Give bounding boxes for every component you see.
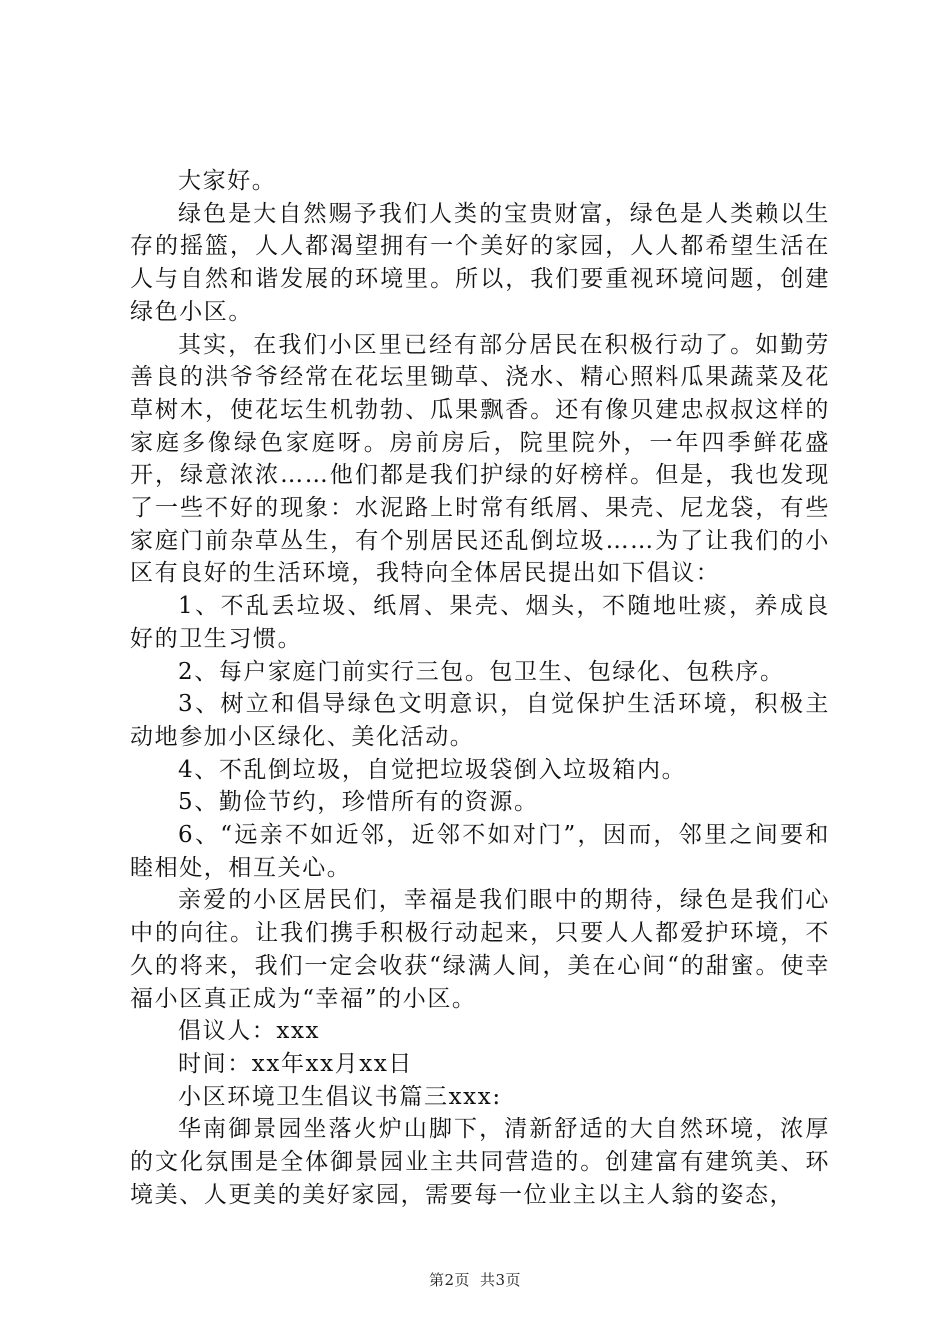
proposal-item-4: 4、不乱倒垃圾，自觉把垃圾袋倒入垃圾箱内。: [178, 756, 687, 783]
proposal-item-6: 6、“远亲不如近邻，近邻不如对门”，因而，邻里之间要和睦相处，相互关心。: [130, 822, 830, 881]
page-total: 共3页: [480, 1271, 522, 1289]
signatory-line: 倡议人：xxx: [178, 1018, 321, 1045]
document-body: [130, 165, 830, 1212]
proposal-item-5: 5、勤俭节约，珍惜所有的资源。: [178, 789, 539, 816]
section-body-paragraph: 华南御景园坐落火炉山脚下，清新舒适的大自然环境，浓厚的文化氛围是全体御景园业主共同营造的。创建富有建筑美、环境美、人更美的美好家园，需要每一位业主以主人翁的姿态，: [130, 1116, 830, 1208]
closing-paragraph: 亲爱的小区居民们，幸福是我们眼中的期待，绿色是我们心中的向往。让我们携手积极行动起来，只要人人都爱护环境，不久的将来，我们一定会收获“绿满人间，美在心间“的甜蜜。使幸福小区真正成为“幸福”的小区。: [130, 887, 830, 1012]
greeting-paragraph: 大家好。: [178, 168, 277, 194]
date-line: 时间：xx年xx月xx日: [178, 1050, 414, 1077]
page-footer: [0, 1269, 950, 1290]
section-heading: 小区环境卫生倡议书篇三xxx:: [178, 1083, 502, 1110]
proposal-item-1: 1、不乱丢垃圾、纸屑、果壳、烟头，不随地吐痰，养成良好的卫生习惯。: [130, 593, 830, 652]
page-number: 第2页: [428, 1271, 470, 1289]
proposal-item-2: 2、每户家庭门前实行三包。包卫生、包绿化、包秩序。: [178, 658, 785, 685]
proposal-item-3: 3、树立和倡导绿色文明意识，自觉保护生活环境，积极主动地参加小区绿化、美化活动。: [130, 691, 830, 750]
situation-paragraph: 其实，在我们小区里已经有部分居民在积极行动了。如勤劳善良的洪爷爷经常在花坛里锄草、浇水、精心照料瓜果蔬菜及花草树木，使花坛生机勃勃、瓜果飘香。还有像贝建忠叔叔这样的家庭多像绿色家庭呀。房前房后，院里院外，一年四季鲜花盛开，绿意浓浓……他们都是我们护绿的好榜样。但是，我也发现了一些不好的现象：水泥路上时常有纸屑、果壳、尼龙袋，有些家庭门前杂草丛生，有个别居民还乱倒垃圾……为了让我们的小区有良好的生活环境，我特向全体居民提出如下倡议：: [130, 331, 830, 587]
intro-paragraph: 绿色是大自然赐予我们人类的宝贵财富，绿色是人类赖以生存的摇篮，人人都渴望拥有一个美好的家园，人人都希望生活在人与自然和谐发展的环境里。所以，我们要重视环境问题，创建绿色小区。: [130, 200, 830, 325]
